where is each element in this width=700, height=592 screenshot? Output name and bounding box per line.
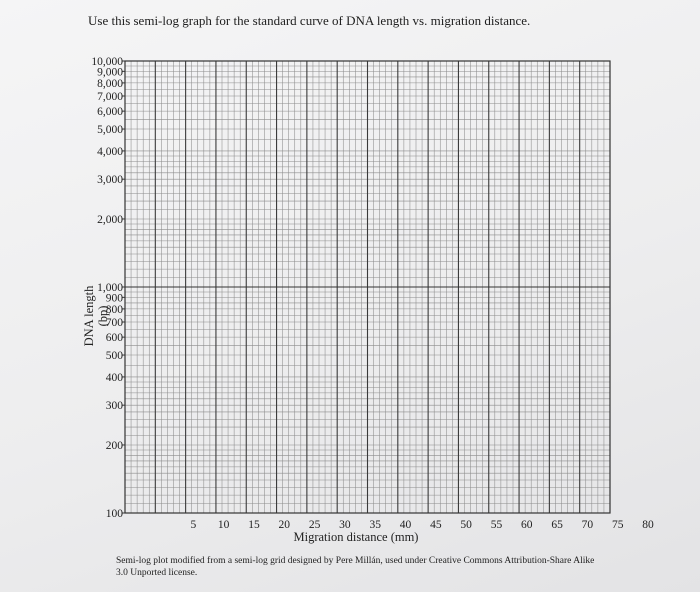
x-tick-label: 45 xyxy=(430,519,442,531)
x-tick-label: 60 xyxy=(521,519,533,531)
x-tick-label: 25 xyxy=(308,519,321,531)
x-tick-label: 20 xyxy=(278,519,290,531)
x-tick-label: 10 xyxy=(217,519,230,531)
y-tick-label: 3,000 xyxy=(97,174,123,187)
y-tick-label: 7,000 xyxy=(97,91,123,104)
y-tick-label: 1,000 xyxy=(97,282,123,294)
x-tick-label: 35 xyxy=(369,519,381,531)
y-tick-label: 100 xyxy=(105,508,123,520)
x-axis-ticks xyxy=(190,519,654,531)
y-tick-label: 2,000 xyxy=(97,213,123,226)
x-tick-label: 30 xyxy=(339,519,351,531)
y-tick-label: 8,000 xyxy=(97,77,123,90)
y-axis-label-line2: (bp) xyxy=(96,305,110,327)
y-tick-label: 300 xyxy=(105,400,123,413)
instruction-text: Use this semi-log graph for the standard curve of DNA length vs. migration distance. xyxy=(88,13,531,28)
y-tick-label: 400 xyxy=(105,371,123,384)
x-tick-label: 15 xyxy=(248,519,260,531)
x-tick-label: 70 xyxy=(581,519,594,531)
x-tick-label: 80 xyxy=(642,519,654,531)
x-tick-label: 40 xyxy=(399,519,412,531)
y-tick-label: 9,000 xyxy=(97,66,123,79)
y-axis-ticks xyxy=(91,56,125,520)
x-axis-label: Migration distance (mm) xyxy=(293,530,419,544)
x-tick-label: 55 xyxy=(490,519,503,531)
y-tick-label: 700 xyxy=(105,317,123,330)
license-caption: Semi-log plot modified from a semi-log grid designed by Pere Millán, used under Creative Commons Attribution-Share Alike 3.0 Unported license. xyxy=(116,556,595,578)
y-tick-label: 500 xyxy=(105,350,123,363)
y-tick-label: 5,000 xyxy=(97,124,123,137)
y-axis-label-line1: DNA length xyxy=(82,285,96,347)
y-tick-label: 4,000 xyxy=(97,145,123,158)
y-tick-label: 6,000 xyxy=(97,106,123,119)
y-tick-label: 800 xyxy=(105,303,123,316)
y-tick-label: 200 xyxy=(105,439,123,452)
y-tick-label: 10,000 xyxy=(91,56,123,68)
x-tick-label: 65 xyxy=(551,519,563,531)
x-tick-label: 75 xyxy=(611,519,624,531)
x-tick-label: 50 xyxy=(460,519,472,531)
y-tick-label: 900 xyxy=(105,292,123,305)
y-tick-label: 600 xyxy=(105,332,123,345)
x-tick-label: 5 xyxy=(190,519,197,531)
